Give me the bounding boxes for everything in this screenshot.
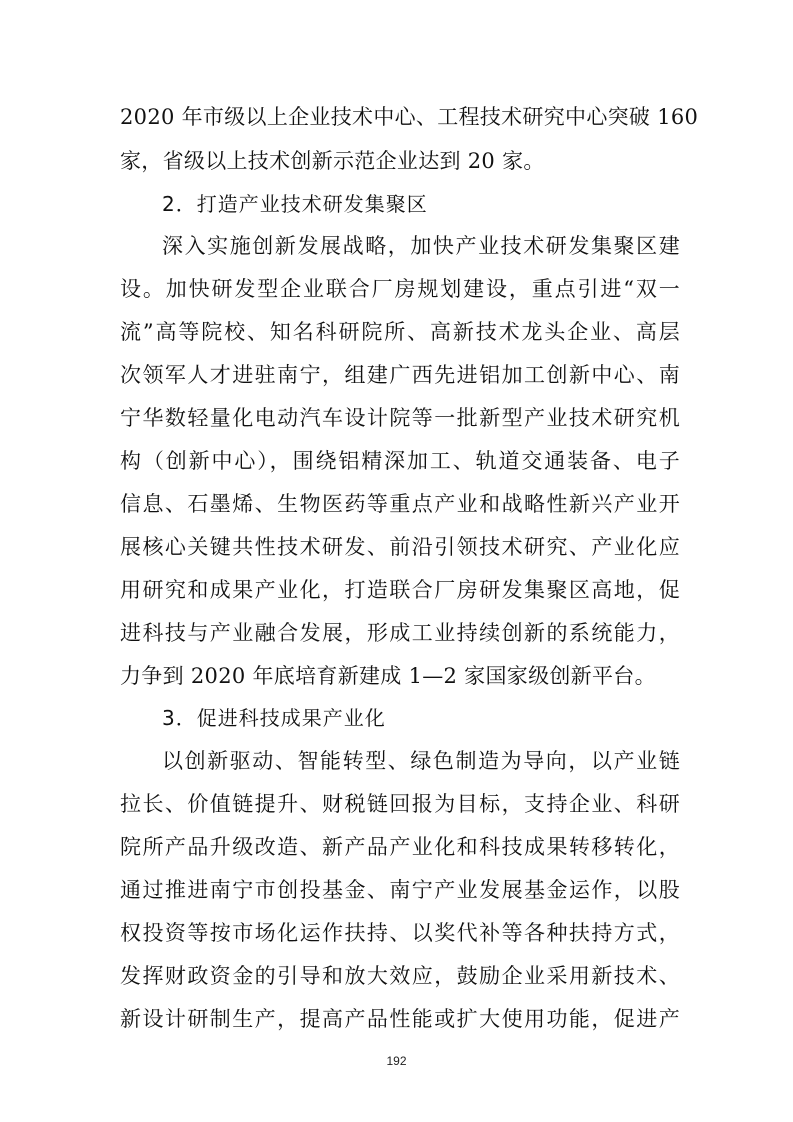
section-heading: 3．促进科技成果产业化 (162, 706, 386, 730)
paragraph-line: 次领军人才进驻南宁，组建广西先进铝加工创新中心、南 (120, 363, 680, 387)
paragraph-line: 发挥财政资金的引导和放大效应，鼓励企业采用新技术、 (120, 964, 680, 988)
paragraph-line: 进科技与产业融合发展，形成工业持续创新的系统能力， (120, 621, 680, 645)
paragraph-line: 宁华数轻量化电动汽车设计院等一批新型产业技术研究机 (120, 406, 680, 430)
page-number: 192 (386, 1054, 407, 1068)
paragraph-line: 流”高等院校、知名科研院所、高新技术龙头企业、高层 (120, 320, 680, 344)
paragraph-line: 院所产品升级改造、新产品产业化和科技成果转移转化， (120, 835, 680, 859)
paragraph-line: 深入实施创新发展战略，加快产业技术研发集聚区建 (162, 234, 680, 258)
paragraph-line: 2020 年市级以上企业技术中心、工程技术研究中心突破 160 (120, 105, 699, 129)
paragraph-line: 用研究和成果产业化，打造联合厂房研发集聚区高地，促 (120, 578, 680, 602)
paragraph-line: 以创新驱动、智能转型、绿色制造为导向，以产业链 (162, 749, 680, 773)
paragraph-line: 构（创新中心），围绕铝精深加工、轨道交通装备、电子 (120, 449, 680, 473)
paragraph-line: 新设计研制生产，提高产品性能或扩大使用功能，促进产 (120, 1007, 680, 1031)
paragraph-line: 家，省级以上技术创新示范企业达到 20 家。 (120, 149, 545, 173)
paragraph-line: 设。加快研发型企业联合厂房规划建设，重点引进“双一 (120, 277, 680, 301)
paragraph-line: 拉长、价值链提升、财税链回报为目标，支持企业、科研 (120, 792, 680, 816)
paragraph-line: 权投资等按市场化运作扶持、以奖代补等各种扶持方式， (120, 921, 680, 945)
section-heading: 2．打造产业技术研发集聚区 (162, 192, 428, 216)
paragraph-line: 信息、石墨烯、生物医药等重点产业和战略性新兴产业开 (120, 492, 680, 516)
paragraph-line: 力争到 2020 年底培育新建成 1—2 家国家级创新平台。 (120, 664, 656, 688)
paragraph-line: 通过推进南宁市创投基金、南宁产业发展基金运作，以股 (120, 878, 680, 902)
paragraph-line: 展核心关键共性技术研发、前沿引领技术研究、产业化应 (120, 535, 680, 559)
